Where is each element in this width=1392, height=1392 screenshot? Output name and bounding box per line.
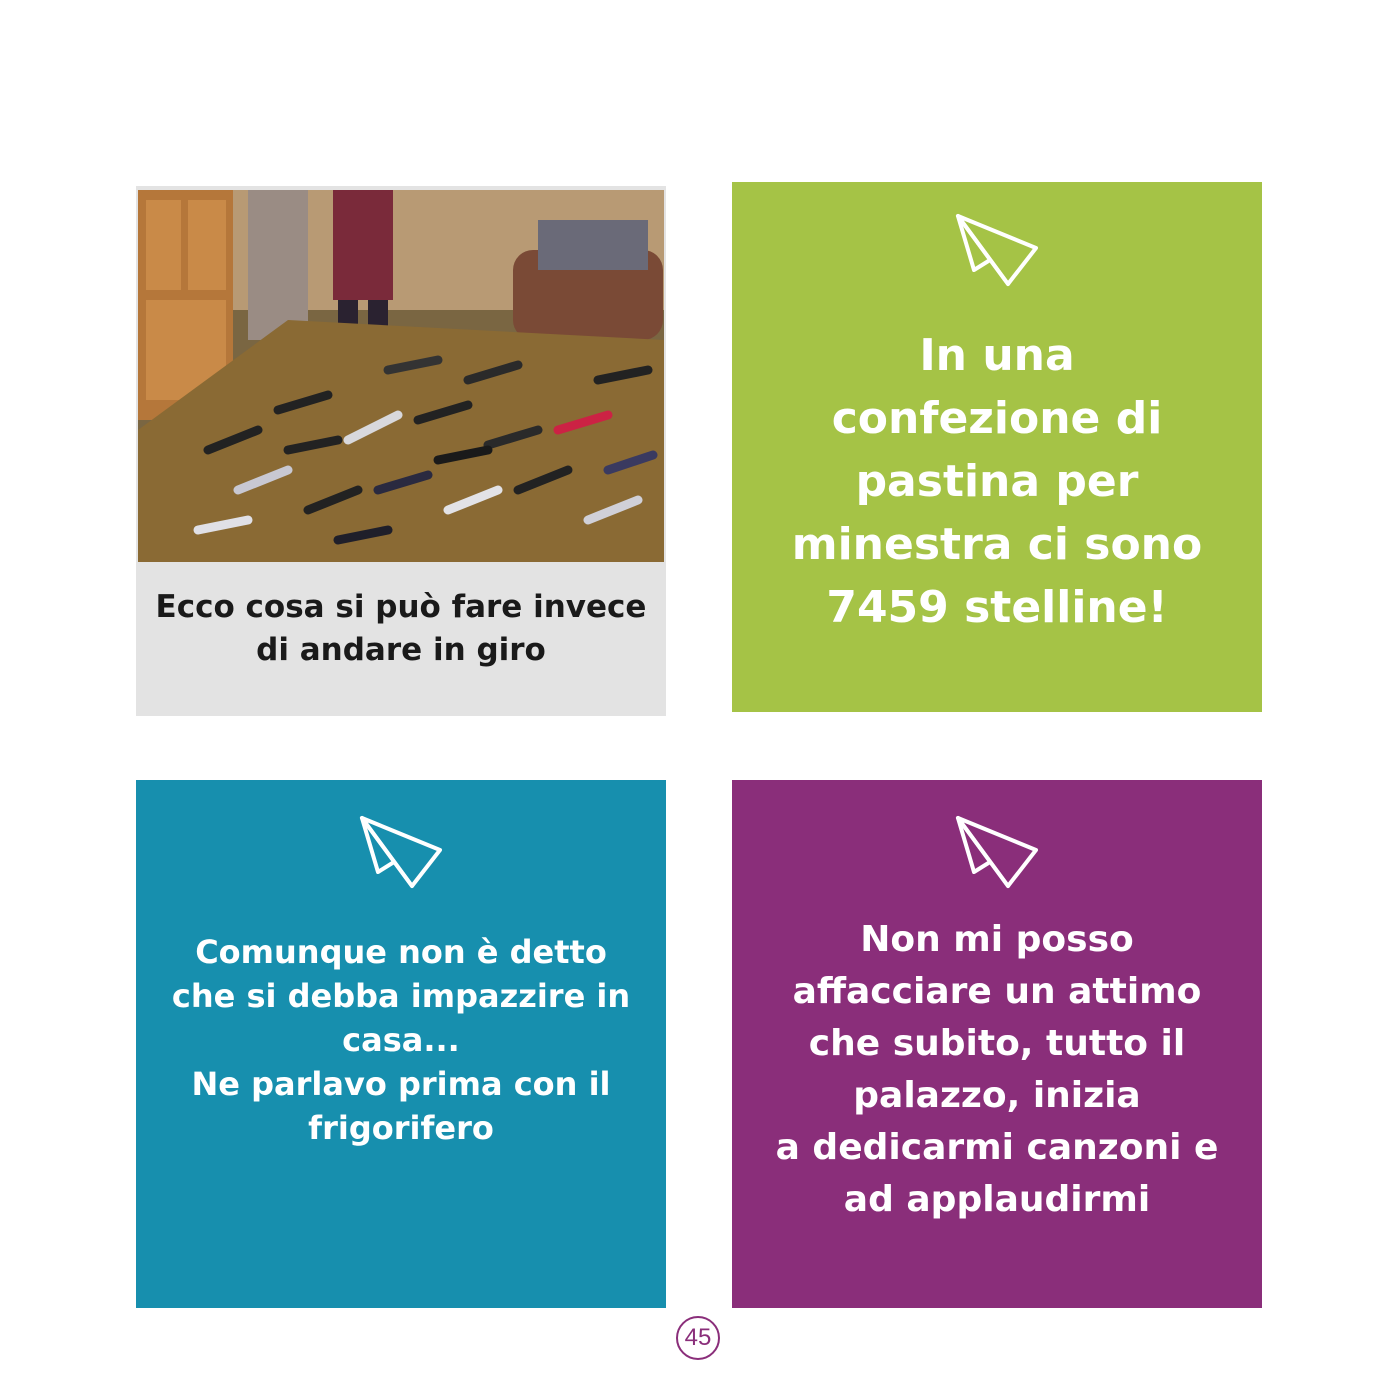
photo-card	[136, 186, 666, 716]
fact-card-purple	[732, 780, 1262, 1308]
paper-plane-icon	[954, 212, 1040, 288]
socks-on-floor-photo	[138, 190, 664, 562]
blue-card-text: Comunque non è detto che si debba impazzire in casa... Ne parlavo prima con il frigorifero	[171, 933, 631, 1147]
page-number: 45	[676, 1316, 720, 1360]
fact-card-blue	[136, 780, 666, 1308]
purple-card-text: Non mi posso affacciare un attimo che subito, tutto il palazzo, inizia a dedicarmi canzoni e ad applaudirmi	[775, 919, 1219, 1220]
photo-caption: Ecco cosa si può fare invece di andare in giro	[155, 589, 647, 668]
green-card-text: In una confezione di pastina per minestra ci sono 7459 stelline!	[791, 330, 1203, 633]
paper-plane-icon	[358, 814, 444, 890]
fact-card-green	[732, 182, 1262, 712]
paper-plane-icon	[954, 814, 1040, 890]
